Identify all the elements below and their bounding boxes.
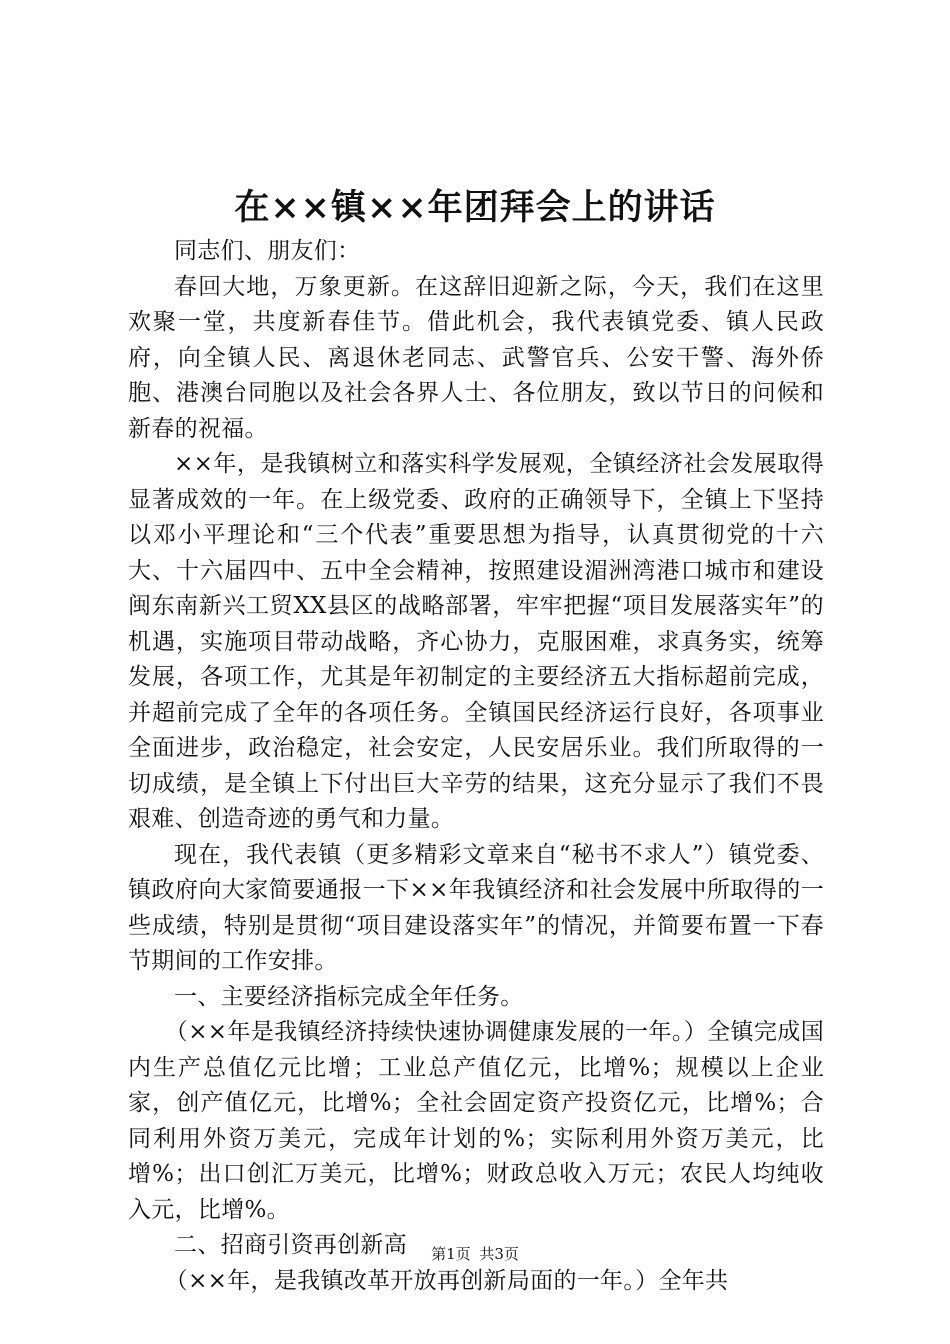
paragraph-salutation: 同志们、朋友们：: [174, 238, 361, 264]
page-footer: [0, 1244, 950, 1264]
page-total: 共3页: [479, 1245, 519, 1263]
page-number: 第1页: [431, 1245, 471, 1263]
section-heading-economic: 一、主要经济指标完成全年任务。: [174, 983, 524, 1010]
paragraph-achievements: ××年，是我镇树立和落实科学发展观，全镇经济社会发展取得显著成效的一年。在上级党委、政府的正确领导下，全镇上下坚持以邓小平理论和“三个代表”重要思想为指导，认真贯彻党的十六大、十六届四中、五中全会精神，按照建设湄洲湾港口城市和建设闽东南新兴工贸XX县区的战略部署，牢牢把握“项目发展落实年”的机遇，实施项目带动战略，齐心协力，克服困难，求真务实，统筹发展，各项工作，尤其是年初制定的主要经济五大指标超前完成，并超前完成了全年的各项任务。全镇国民经济运行良好，各项事业全面进步，政治稳定，社会安定，人民安居乐业。我们所取得的一切成绩，是全镇上下付出巨大辛劳的结果，这充分显示了我们不畏艰难、创造奇迹的勇气和力量。: [128, 451, 824, 832]
paragraph-report-intro: 现在，我代表镇（更多精彩文章来自“秘书不求人”）镇党委、镇政府向大家简要通报一下××年我镇经济和社会发展中所取得的一些成绩，特别是贯彻“项目建设落实年”的情况，并简要布置一下春节期间的工作安排。: [128, 841, 824, 974]
document-title: 在××镇××年团拜会上的讲话: [234, 187, 716, 228]
section-heading-investment: 二、招商引资再创新高: [174, 1232, 407, 1258]
paragraph-economic-indicators: （××年是我镇经济持续快速协调健康发展的一年。）全镇完成国内生产总值亿元比增；工业总产值亿元，比增%；规模以上企业家，创产值亿元，比增%；全社会固定资产投资亿元，比增%；合同利用外资万美元，完成年计划的%；实际利用外资万美元，比增%；出口创汇万美元，比增%；财政总收入万元；农民人均纯收入元，比增%。: [128, 1019, 824, 1223]
document-body: [128, 234, 824, 1299]
paragraph-investment: （××年，是我镇改革开放再创新局面的一年。）全年共: [164, 1267, 729, 1294]
paragraph-greeting: 春回大地，万象更新。在这辞旧迎新之际，今天，我们在这里欢聚一堂，共度新春佳节。借此机会，我代表镇党委、镇人民政府，向全镇人民、离退休老同志、武警官兵、公安干警、海外侨胞、港澳台同胞以及社会各界人士、各位朋友，致以节日的问候和新春的祝福。: [128, 273, 824, 442]
